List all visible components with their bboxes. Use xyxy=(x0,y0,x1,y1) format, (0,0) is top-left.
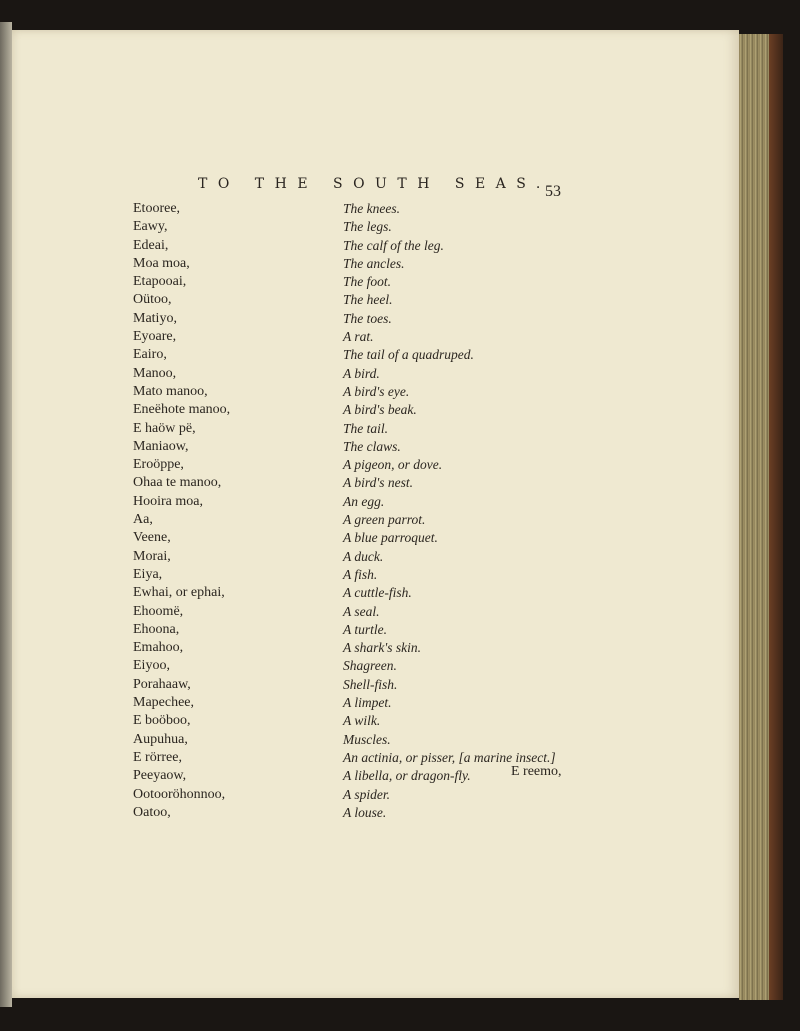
meaning: The tail. xyxy=(343,420,389,436)
term: Edeai, xyxy=(133,237,169,253)
term: Emahoo, xyxy=(133,640,184,656)
meaning: A wilk. xyxy=(343,713,381,729)
term: Mapechee, xyxy=(133,695,195,711)
term: Ehoona, xyxy=(133,621,180,637)
meaning: The claws. xyxy=(343,438,401,454)
meaning: The foot. xyxy=(343,274,392,290)
term: Mato manoo, xyxy=(133,383,208,399)
vocabulary-meanings-column xyxy=(343,200,556,822)
meaning: The calf of the leg. xyxy=(343,237,444,253)
term: Aupuhua, xyxy=(133,731,188,747)
term: Porahaaw, xyxy=(133,676,191,692)
meaning: A limpet. xyxy=(343,695,392,711)
meaning: A rat. xyxy=(343,329,374,345)
meaning: The tail of a quadruped. xyxy=(343,347,474,363)
page-fore-edge xyxy=(739,34,772,1000)
meaning: A shark's skin. xyxy=(343,640,422,656)
meaning: The ancles. xyxy=(343,255,405,271)
meaning: An egg. xyxy=(343,493,385,509)
meaning: A bird's beak. xyxy=(343,402,417,418)
left-page-edge xyxy=(0,22,12,1007)
term: Ehoomë, xyxy=(133,603,184,619)
term: E rörree, xyxy=(133,749,182,765)
term: Manoo, xyxy=(133,365,177,381)
meaning: A spider. xyxy=(343,786,391,802)
term: Maniaow, xyxy=(133,438,189,454)
term: Moa moa, xyxy=(133,255,190,271)
term: Hooira moa, xyxy=(133,493,203,509)
meaning: Shagreen. xyxy=(343,658,397,674)
term: Eneëhote manoo, xyxy=(133,402,231,418)
meaning: A louse. xyxy=(343,804,387,820)
term: Matiyo, xyxy=(133,310,177,326)
term: Etooree, xyxy=(133,201,181,216)
term: Morai, xyxy=(133,548,171,564)
term: Eroöppe, xyxy=(133,457,184,473)
term: Veene, xyxy=(133,530,171,546)
term: Eawy, xyxy=(133,219,168,235)
meaning: A blue parroquet. xyxy=(343,530,438,546)
term: Ootooröhonnoo, xyxy=(133,786,226,802)
term: Etapooai, xyxy=(133,274,187,290)
term: Peeyaow, xyxy=(133,768,187,784)
meaning: A seal. xyxy=(343,603,380,619)
term: Ewhai, or ephai, xyxy=(133,585,225,601)
catchword: E reemo, xyxy=(511,764,562,779)
meaning: The legs. xyxy=(343,219,392,235)
term: Ohaa te manoo, xyxy=(133,475,222,491)
term: Oütoo, xyxy=(133,292,172,308)
meaning: Shell-fish. xyxy=(343,676,398,692)
meaning: A cuttle-fish. xyxy=(343,585,412,601)
meaning: A duck. xyxy=(343,548,384,564)
meaning: A bird's eye. xyxy=(343,383,410,399)
meaning: The toes. xyxy=(343,310,392,326)
meaning: A green parrot. xyxy=(343,512,426,528)
meaning: The heel. xyxy=(343,292,393,308)
term: Eyoare, xyxy=(133,329,177,345)
meaning: A fish. xyxy=(343,566,378,582)
meaning: An actinia, or pisser, [a marine insect.] xyxy=(343,749,556,765)
meaning: A pigeon, or dove. xyxy=(343,457,443,473)
meaning: Muscles. xyxy=(343,731,391,747)
page-number: 53 xyxy=(545,183,561,200)
book-cover-board xyxy=(769,34,783,1000)
meaning: The knees. xyxy=(343,201,400,216)
term: Eiyoo, xyxy=(133,658,170,674)
meaning: A bird's nest. xyxy=(343,475,414,491)
term: E haöw pë, xyxy=(133,420,196,436)
running-head: TO THE SOUTH SEAS. xyxy=(198,176,551,192)
term: Aa, xyxy=(133,512,153,528)
term: Eiya, xyxy=(133,566,163,582)
term: E boöboo, xyxy=(133,713,191,729)
term: Oatoo, xyxy=(133,804,171,820)
vocabulary-terms-column xyxy=(133,200,230,822)
term: Eairo, xyxy=(133,347,167,363)
meaning: A turtle. xyxy=(343,621,388,637)
meaning: A bird. xyxy=(343,365,380,381)
meaning: A libella, or dragon-fly. xyxy=(343,768,471,784)
